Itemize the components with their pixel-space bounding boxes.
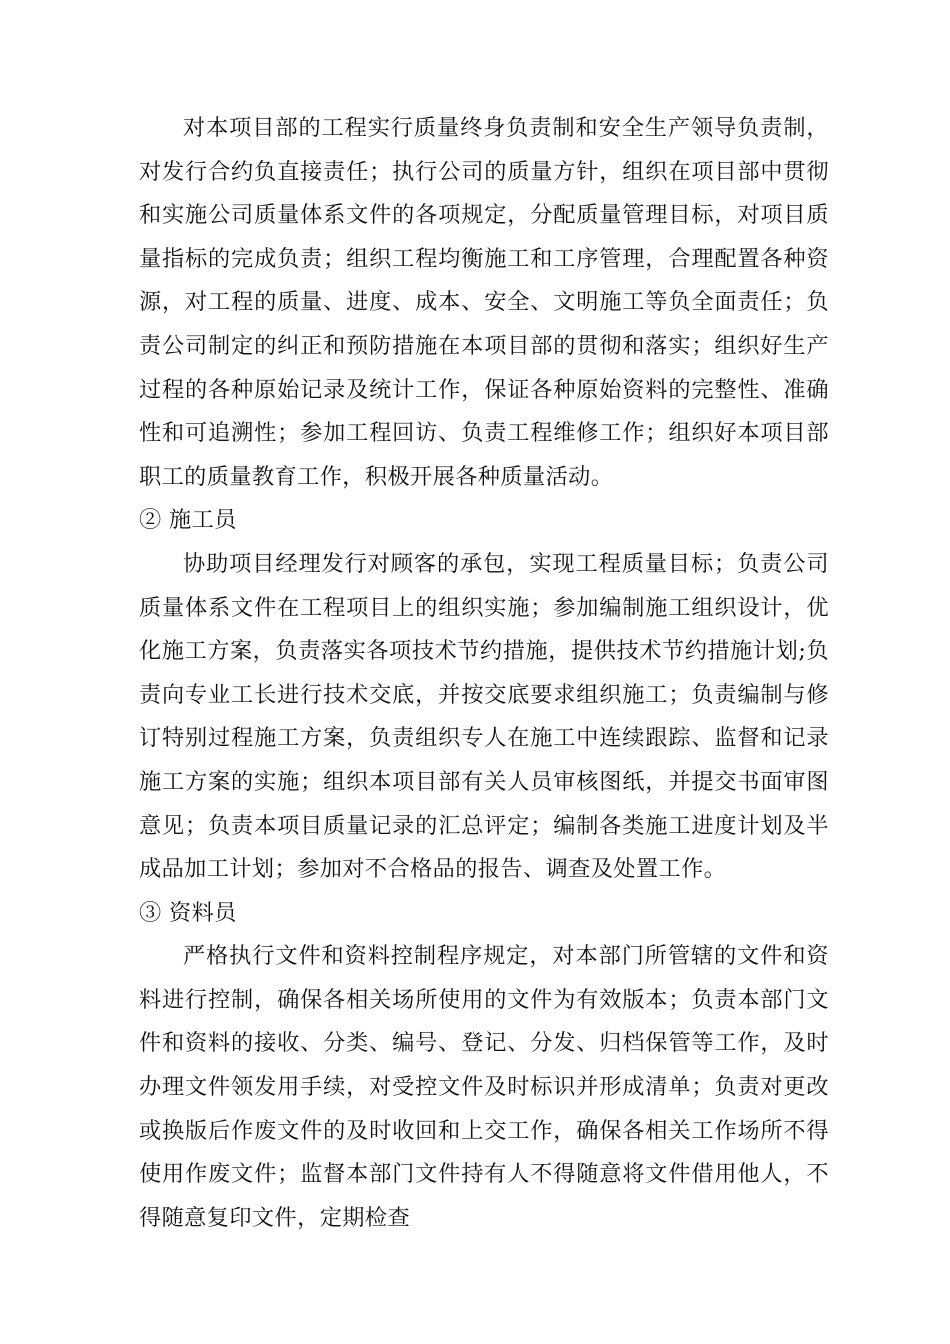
document-body: [139, 107, 829, 1240]
section-heading-document-officer: ③ 资料员: [139, 899, 237, 926]
section-heading-construction-officer: ② 施工员: [139, 507, 237, 534]
paragraph-project-manager-duties: 对本项目部的工程实行质量终身负责制和安全生产领导负责制，对发行合约负直接责任；执行公司的质量方针，组织在项目部中贯彻和实施公司质量体系文件的各项规定，分配质量管理目标，对项目质量指标的完成负责；组织工程均衡施工和工序管理，合理配置各种资源，对工程的质量、进度、成本、安全、文明施工等负全面责任；负责公司制定的纠正和预防措施在本项目部的贯彻和落实；组织好生产过程的各种原始记录及统计工作，保证各种原始资料的完整性、准确性和可追溯性；参加工程回访、负责工程维修工作；组织好本项目部职工的质量教育工作，积极开展各种质量活动。: [139, 115, 829, 490]
paragraph-construction-officer-duties: 协助项目经理发行对顾客的承包，实现工程质量目标；负责公司质量体系文件在工程项目上的组织实施；参加编制施工组织设计，优化施工方案，负责落实各项技术节约措施，提供技术节约措施计划;负责向专业工长进行技术交底，并按交底要求组织施工；负责编制与修订特别过程施工方案，负责组织专人在施工中连续跟踪、监督和记录施工方案的实施；组织本项目部有关人员审核图纸，并提交书面审图意见；负责本项目质量记录的汇总评定；编制各类施工进度计划及半成品加工计划；参加对不合格品的报告、调查及处置工作。: [139, 550, 829, 883]
paragraph-document-officer-duties: 严格执行文件和资料控制程序规定，对本部门所管辖的文件和资料进行控制，确保各相关场所使用的文件为有效版本；负责本部门文件和资料的接收、分类、编号、登记、分发、归档保管等工作，及时办理文件领发用手续，对受控文件及时标识并形成清单；负责对更改或换版后作废文件的及时收回和上交工作，确保各相关工作场所不得使用作废文件；监督本部门文件持有人不得随意将文件借用他人，不得随意复印文件，定期检查: [139, 943, 829, 1231]
